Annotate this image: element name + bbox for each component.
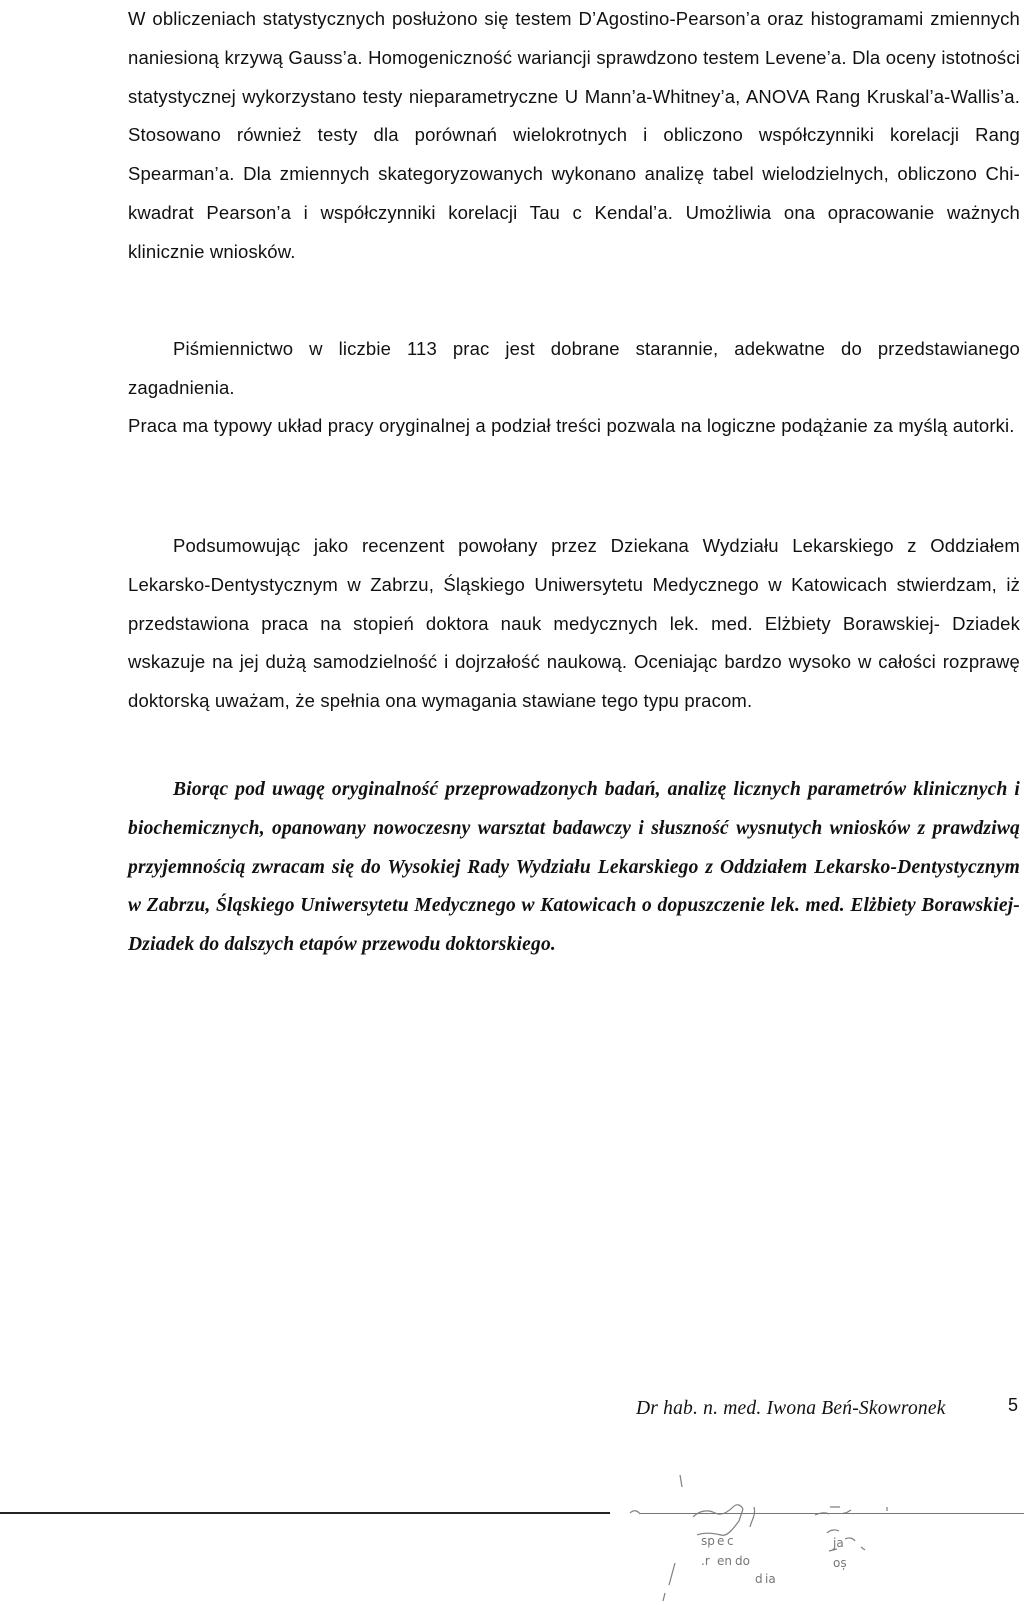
svg-text:ia: ia xyxy=(765,1572,776,1586)
svg-text:ja: ja xyxy=(833,1536,844,1550)
paragraph-structure: Praca ma typowy układ pracy oryginalnej a podział treści pozwala na logiczne podążanie za myślą autorki. xyxy=(128,415,1015,436)
svg-text:d: d xyxy=(755,1572,763,1586)
paragraph-summary: Podsumowując jako recenzent powołany przez Dziekana Wydziału Lekarskiego z Oddziałem Lekarsko-Dentystycznym w Zabrzu, Śląskiego Uniwersytetu Medycznego w Katowicach stwierdzam, iż przedstawiona praca na stopień doktora nauk medycznych lek. med. Elżbiety Borawskiej- Dziadek wskazuje na jej dużą samodzielność i dojrzałość naukową. Oceniając bardzo wysoko w całości rozprawę doktorską uważam, że spełnia ona wymagania stawiane tego typu pracom. xyxy=(128,535,1020,712)
signature-name: Dr hab. n. med. Iwona Beń-Skowronek xyxy=(636,1398,946,1419)
svg-text:sp: sp xyxy=(701,1534,715,1548)
paragraph-references: Piśmiennictwo w liczbie 113 prac jest dobrane starannie, adekwatne do przedstawianego zagadnienia. xyxy=(128,338,1020,398)
svg-text:e: e xyxy=(717,1534,725,1548)
signature-stamp-icon xyxy=(605,1455,905,1605)
svg-text:en: en xyxy=(717,1554,732,1568)
svg-text:oș: oș xyxy=(833,1556,847,1570)
svg-text:.r: .r xyxy=(701,1554,710,1568)
bottom-rule xyxy=(0,1512,610,1514)
page-number: 5 xyxy=(1007,1395,1018,1415)
paragraph-statistics: W obliczeniach statystycznych posłużono się testem D’Agostino-Pearson’a oraz histogramami zmiennych naniesioną krzywą Gauss’a. Homogeniczność wariancji sprawdzono testem Levene’a. Dla oceny istotności statystycznej wykorzystano testy nieparametryczne U Mann’a-Whitney’a, ANOVA Rang Kruskal’a-Wallis’a. Stosowano również testy dla porównań wielokrotnych i obliczono współczynniki korelacji Rang Spearman’a. Dla zmiennych skategoryzowanych wykonano analizę tabel wielodzielnych, obliczono Chi-kwadrat Pearson’a i współczynniki korelacji Tau c Kendal’a. Umożliwia ona opracowanie ważnych klinicznie wniosków. xyxy=(128,8,1020,262)
paragraph-conclusion: Biorąc pod uwagę oryginalność przeprowadzonych badań, analizę licznych parametrów klinicznych i biochemicznych, opanowany nowoczesny warsztat badawczy i słuszność wysnutych wniosków z prawdziwą przyjemnością zwracam się do Wysokiej Rady Wydziału Lekarskiego z Oddziałem Lekarsko-Dentystycznym w Zabrzu, Śląskiego Uniwersytetu Medycznego w Katowicach o dopuszczenie lek. med. Elżbiety Borawskiej- Dziadek do dalszych etapów przewodu doktorskiego. xyxy=(128,779,1020,956)
svg-text:c: c xyxy=(727,1534,734,1548)
signature-area xyxy=(0,1000,1024,1586)
bottom-rule-secondary xyxy=(640,1513,1024,1514)
svg-text:do: do xyxy=(735,1554,750,1568)
